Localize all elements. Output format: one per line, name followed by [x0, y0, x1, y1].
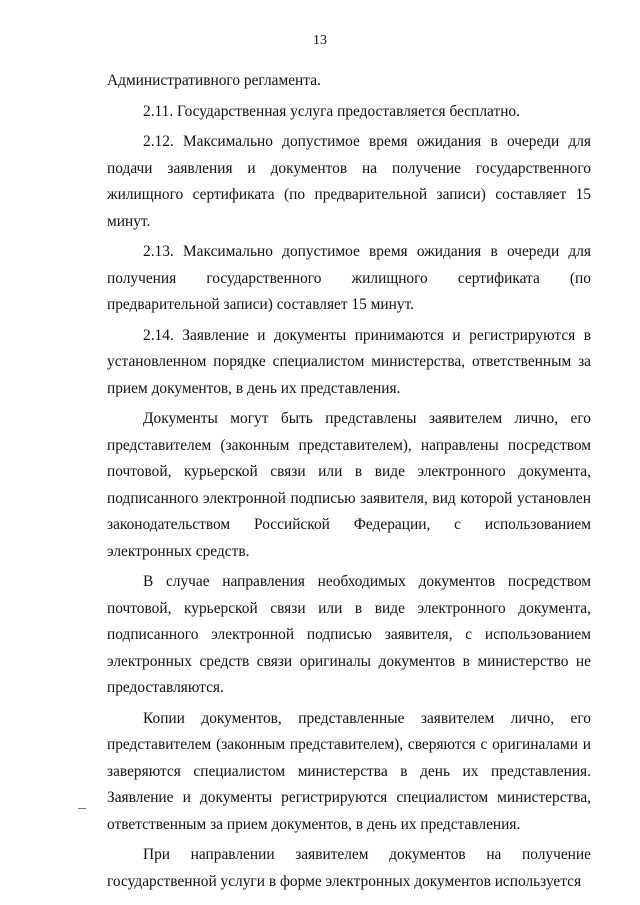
paragraph-2: 2.11. Государственная услуга предоставляется бесплатно.: [143, 102, 520, 120]
paragraph-8: Копии документов, представленные заявителем лично, его представителем (законным представителем), сверяются с оригиналами и заверяются специалистом министерства в день их представления. Заявление и документы регистрируются специалистом министерства, ответственным за прием документов, в день их представления.: [107, 709, 591, 833]
paragraph-1: Административного регламента.: [107, 72, 321, 89]
paragraph-4: 2.13. Максимально допустимое время ожидания в очереди для получения государственного жилищного сертификата (по предварительной записи) составляет 15 минут.: [107, 243, 591, 313]
paragraph-5: 2.14. Заявление и документы принимаются и регистрируются в установленном порядке специалистом министерства, ответственным за прием документов, в день их представления.: [107, 326, 591, 397]
document-body: [107, 68, 591, 895]
paragraph-9: При направлении заявителем документов на получение государственной услуги в форме электронных документов используется: [107, 846, 591, 890]
paragraph-7: В случае направления необходимых документов посредством почтовой, курьерской связи или в виде электронного документа, подписанного электронной подписью заявителя, с использованием электронных средств связи оригиналы документов в министерство не предоставляются.: [107, 573, 591, 696]
paragraph-3: 2.12. Максимально допустимое время ожидания в очереди для подачи заявления и документов на получение государственного жилищного сертификата (по предварительной записи) составляет 15 минут.: [107, 133, 591, 230]
margin-mark: [78, 808, 86, 809]
paragraph-6: Документы могут быть представлены заявителем лично, его представителем (законным представителем), направлены посредством почтовой, курьерской связи или в виде электронного документа, подписанного электронной подписью заявителя, вид которой установлен законодательством Российской Федерации, с использованием электронных средств.: [107, 410, 591, 560]
page-number: 13: [313, 33, 327, 48]
